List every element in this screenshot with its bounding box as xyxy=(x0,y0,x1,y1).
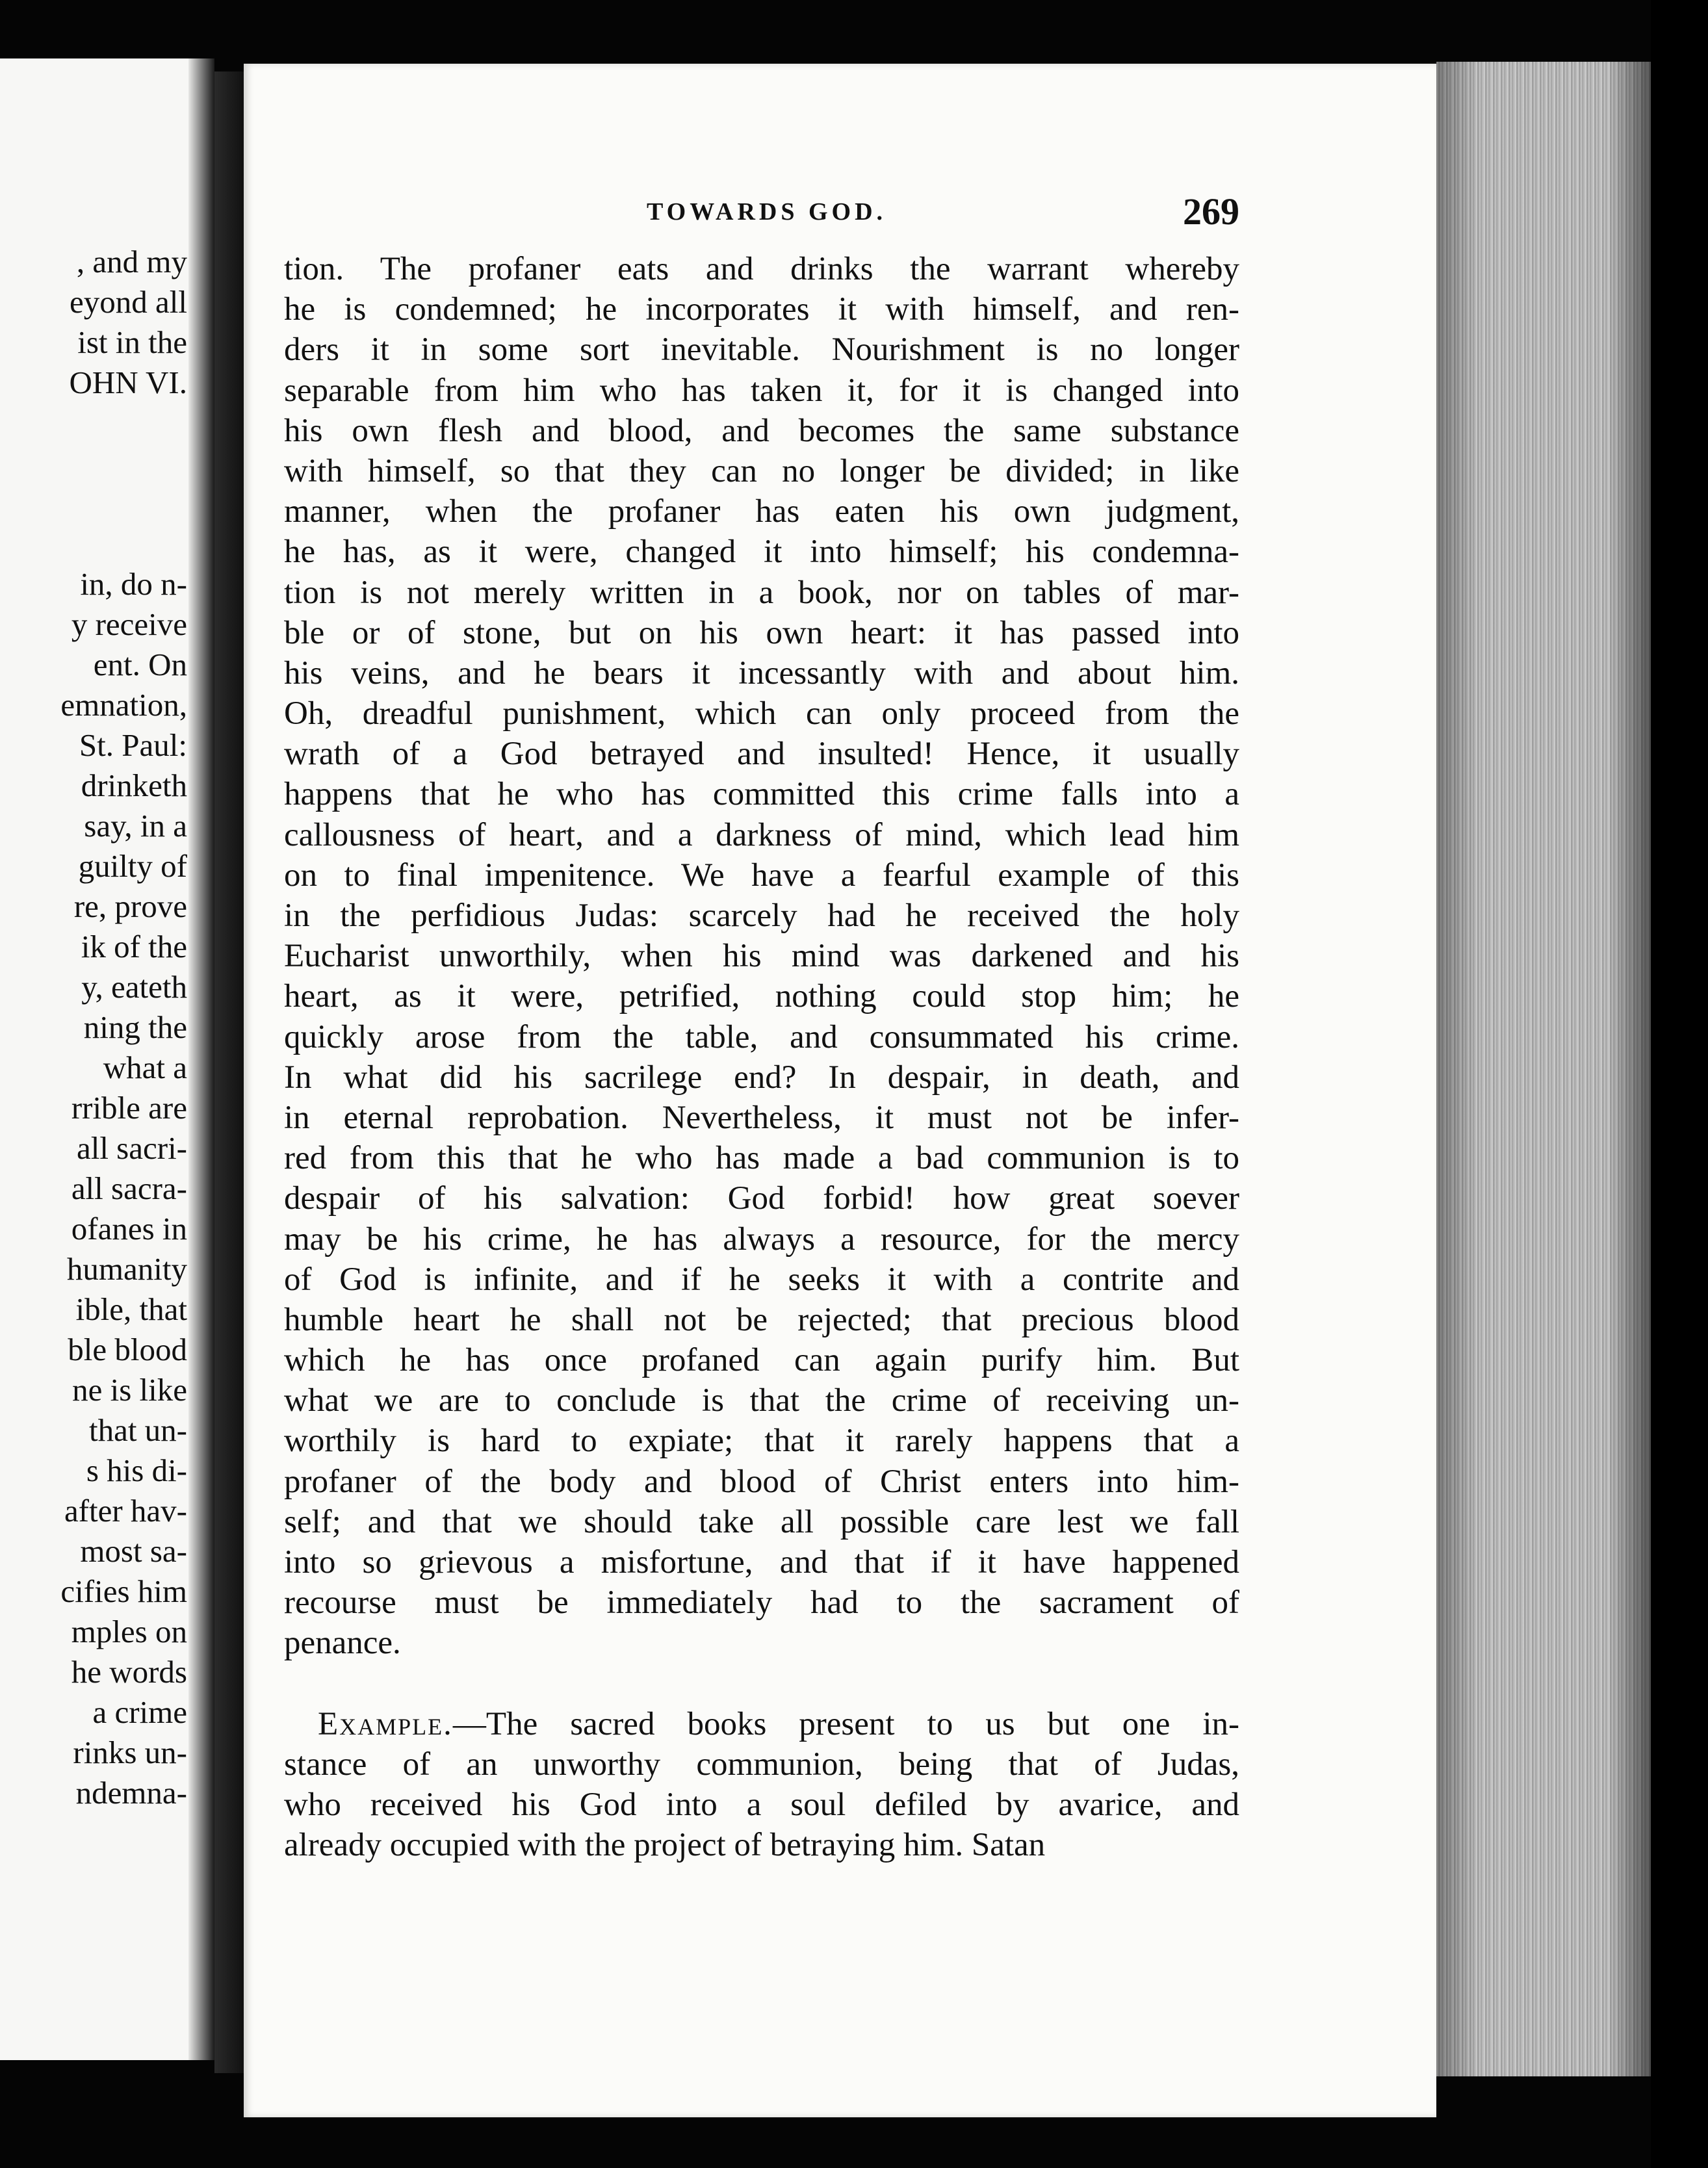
left-page-line: he words xyxy=(71,1654,187,1690)
text-line: happens that he who has committed this crime falls into a xyxy=(284,776,1239,813)
text-line: tion. The profaner eats and drinks the warrant whereby xyxy=(284,251,1239,287)
paragraph-2-example xyxy=(284,1704,1239,1866)
left-page-line xyxy=(0,403,187,443)
left-page-line: ne is like xyxy=(72,1372,187,1408)
text-line: Oh, dreadful punishment, which can only proceed from the xyxy=(284,695,1239,732)
left-facing-page xyxy=(0,58,214,2060)
page-edges xyxy=(1436,62,1651,2076)
left-page-line: a crime xyxy=(92,1694,187,1730)
scan-border xyxy=(1651,0,1708,2168)
text-line: into so grievous a misfortune, and that if it have happened xyxy=(284,1544,1239,1581)
left-page-line: y receive xyxy=(71,606,187,642)
text-line: may be his crime, he has always a resource, for the mercy xyxy=(284,1220,1239,1258)
text-line: which he has once profaned can again purify him. But xyxy=(284,1342,1239,1379)
example-label: Example. xyxy=(318,1705,453,1742)
text-line: In what did his sacrilege end? In despair, in death, and xyxy=(284,1059,1239,1096)
paragraph-1 xyxy=(284,249,1239,1664)
left-page-line xyxy=(0,443,187,484)
text-line: tion is not merely written in a book, nor on tables of mar- xyxy=(284,574,1239,611)
left-page-line: rinks un- xyxy=(73,1735,187,1770)
left-page-text xyxy=(0,242,187,1813)
left-page-line: ible, that xyxy=(75,1291,187,1327)
left-page-line: all sacri- xyxy=(76,1130,187,1166)
text-line: he is condemned; he incorporates it with himself, and ren- xyxy=(284,291,1239,328)
text-line: ble or of stone, but on his own heart: it has passed into xyxy=(284,614,1239,651)
left-page-line: eyond all xyxy=(70,284,187,320)
main-page xyxy=(244,64,1436,2117)
left-page-line: after hav- xyxy=(64,1493,187,1529)
text-line xyxy=(284,1704,1239,1744)
left-page-line: drinketh xyxy=(81,768,187,803)
text-line: manner, when the profaner has eaten his own judgment, xyxy=(284,493,1239,530)
left-page-line: ble blood xyxy=(68,1332,187,1367)
left-page-line: that un- xyxy=(88,1412,187,1448)
running-head: TOWARDS GOD. xyxy=(647,198,887,226)
left-page-line: ndemna- xyxy=(75,1775,187,1811)
text-line: profaner of the body and blood of Christ enters into him- xyxy=(284,1463,1239,1500)
text-line: worthily is hard to expiate; that it rarely happens that a xyxy=(284,1423,1239,1460)
left-page-line: s his di- xyxy=(86,1452,187,1488)
text-line: already occupied with the project of betraying him. Satan xyxy=(284,1827,1046,1864)
text-line: in eternal reprobation. Nevertheless, it must not be infer- xyxy=(284,1099,1239,1136)
text-line: humble heart he shall not be rejected; that precious blood xyxy=(284,1301,1239,1338)
left-gutter-shadow xyxy=(188,58,214,2060)
text-line: ders it in some sort inevitable. Nourishment is no longer xyxy=(284,331,1239,368)
left-page-line: in, do n- xyxy=(80,566,187,602)
text-line: what we are to conclude is that the crime of receiving un- xyxy=(284,1382,1239,1419)
left-page-line: all sacra- xyxy=(71,1170,187,1206)
text-line: on to final impenitence. We have a fearful example of this xyxy=(284,857,1239,894)
text-line: his own flesh and blood, and becomes the same substance xyxy=(284,412,1239,449)
text-line: in the perfidious Judas: scarcely had he received the holy xyxy=(284,897,1239,934)
left-page-line: guilty of xyxy=(78,848,187,884)
text-line: penance. xyxy=(284,1625,401,1662)
text-line: who received his God into a soul defiled by avarice, and xyxy=(284,1786,1239,1823)
body-text xyxy=(284,249,1239,1865)
left-page-line: ik of the xyxy=(81,929,187,964)
text-line: recourse must be immediately had to the sacrament of xyxy=(284,1584,1239,1621)
left-page-line: ofanes in xyxy=(71,1211,187,1246)
page-header xyxy=(244,186,1436,238)
left-page-line: ning the xyxy=(83,1009,187,1045)
left-page-line: humanity xyxy=(66,1251,187,1287)
text-line: of God is infinite, and if he seeks it with a contrite and xyxy=(284,1261,1239,1298)
text-line: heart, as it were, petrified, nothing could stop him; he xyxy=(284,978,1239,1015)
text-line-rest: —The sacred books present to us but one in- xyxy=(452,1705,1239,1742)
paragraph-spacer xyxy=(284,1664,1239,1704)
left-page-line xyxy=(0,524,187,564)
text-line: self; and that we should take all possible care lest we fall xyxy=(284,1503,1239,1540)
text-line: he has, as it were, changed it into himself; his condemna- xyxy=(284,534,1239,571)
text-line: red from this that he who has made a bad communion is to xyxy=(284,1140,1239,1177)
text-line: wrath of a God betrayed and insulted! Hence, it usually xyxy=(284,736,1239,773)
page-number: 269 xyxy=(1183,190,1239,233)
text-line: Eucharist unworthily, when his mind was darkened and his xyxy=(284,938,1239,975)
text-line: quickly arose from the table, and consummated his crime. xyxy=(284,1018,1239,1055)
text-line: with himself, so that they can no longer be divided; in like xyxy=(284,452,1239,489)
left-page-line: rrible are xyxy=(71,1090,187,1126)
left-page-line: ist in the xyxy=(77,324,187,360)
text-line: despair of his salvation: God forbid! how great soever xyxy=(284,1180,1239,1217)
spine-shadow xyxy=(214,71,244,2073)
text-line: his veins, and he bears it incessantly with and about him. xyxy=(284,654,1239,691)
left-page-line: OHN VI. xyxy=(69,365,187,400)
text-line: stance of an unworthy communion, being that of Judas, xyxy=(284,1746,1239,1783)
left-page-line: ent. On xyxy=(93,647,187,682)
left-page-line: mples on xyxy=(71,1614,187,1649)
text-line: callousness of heart, and a darkness of mind, which lead him xyxy=(284,816,1239,853)
left-page-line: most sa- xyxy=(80,1533,187,1569)
left-page-line: , and my xyxy=(76,244,187,279)
text-line: separable from him who has taken it, for it is changed into xyxy=(284,372,1239,409)
left-page-line xyxy=(0,484,187,524)
left-page-line: say, in a xyxy=(84,808,187,844)
left-page-line: emnation, xyxy=(60,687,187,723)
left-page-line: re, prove xyxy=(73,888,187,924)
left-page-line: y, eateth xyxy=(81,969,187,1005)
left-page-line: what a xyxy=(103,1050,187,1085)
left-page-line: cifies him xyxy=(60,1573,187,1609)
left-page-line: St. Paul: xyxy=(79,727,187,763)
